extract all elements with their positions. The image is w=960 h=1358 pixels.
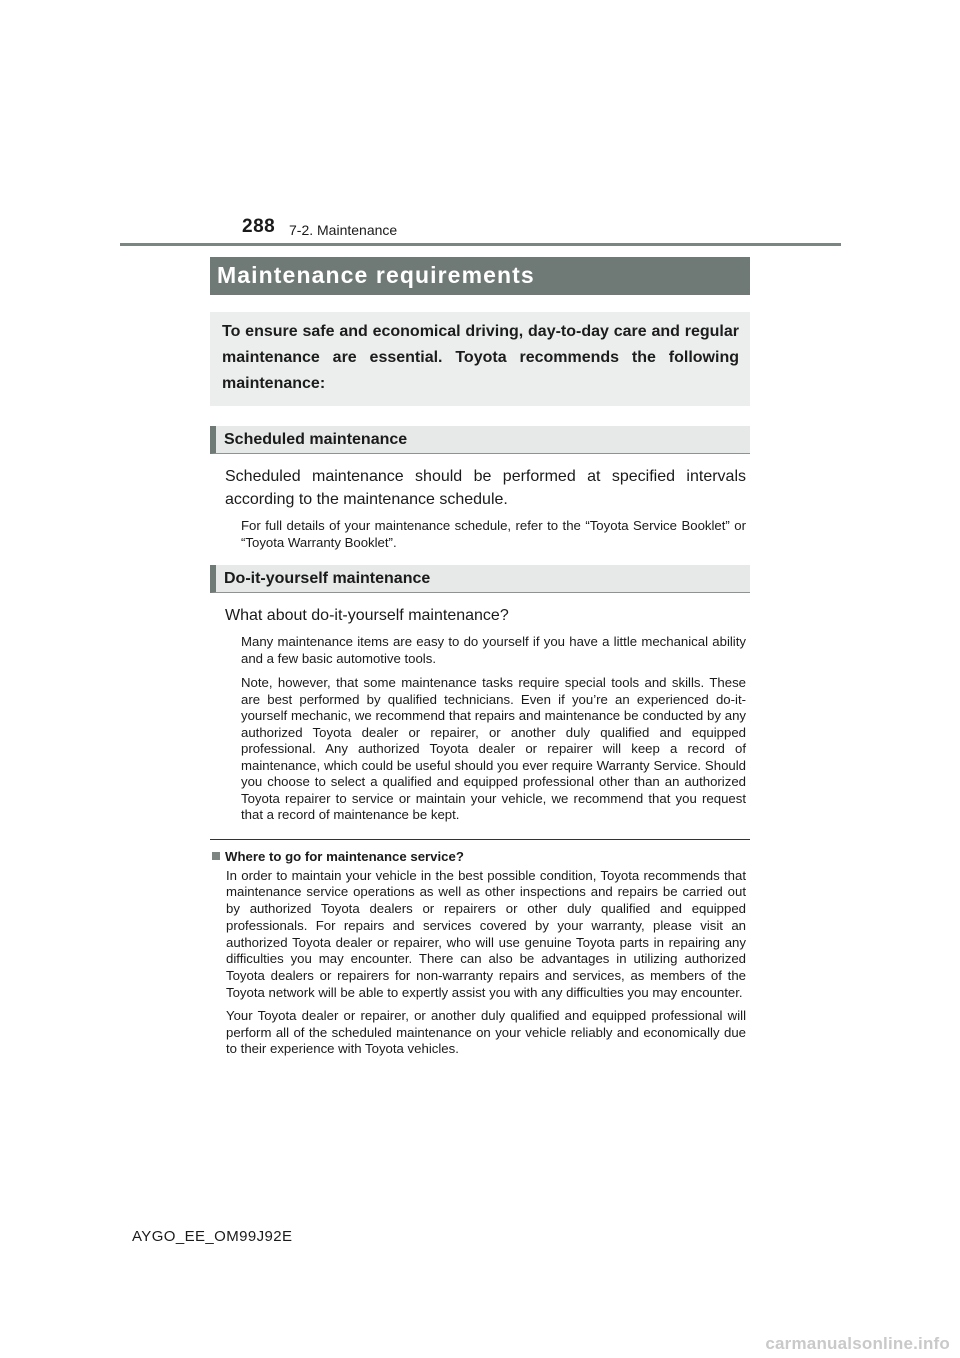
square-bullet-icon — [212, 852, 220, 860]
info-paragraph-1: In order to maintain your vehicle in the best possible condition, Toyota recommends that maintenance service operations as well as other inspections and repairs be carried out by authorized Toyota dealers or repairers or other duly qualified and equipped professionals. For repairs and services covered by your warranty, please visit an authorized Toyota dealer or repairer, who will use genuine Toyota parts in repairing any difficulties you may encounter. There can also be advantages in utilizing authorized Toyota dealers or repairers for non-warranty repairs and services, as members of the Toyota network will be able to expertly assist you with any difficulties you may encounter. — [226, 867, 746, 1001]
diy-maintenance-body: What about do-it-yourself maintenance? — [225, 607, 509, 624]
info-divider — [210, 839, 750, 840]
page-content — [210, 257, 750, 1058]
info-heading-text: Where to go for maintenance service? — [225, 848, 464, 864]
scheduled-maintenance-body: Scheduled maintenance should be performed at specified intervals according to the maintenance schedule. — [225, 468, 746, 508]
diy-maintenance-heading: Do-it-yourself maintenance — [210, 565, 750, 593]
document-code: AYGO_EE_OM99J92E — [132, 1228, 293, 1245]
intro-box: To ensure safe and economical driving, day-to-day care and regular maintenance are essential. Toyota recommends the following maintenance: — [210, 312, 750, 406]
scheduled-maintenance-note: For full details of your maintenance schedule, refer to the “Toyota Service Booklet” or “Toyota Warranty Booklet”. — [241, 518, 746, 550]
section-label: 7-2. Maintenance — [289, 222, 398, 238]
info-heading — [210, 848, 750, 865]
page-title: Maintenance requirements — [210, 257, 750, 295]
diy-note-1: Many maintenance items are easy to do yourself if you have a little mechanical ability and a few basic automotive tools. — [241, 634, 746, 666]
page-number: 288 — [242, 216, 276, 237]
header-rule — [120, 243, 841, 246]
info-paragraph-2: Your Toyota dealer or repairer, or another duly qualified and equipped professional will perform all of the scheduled maintenance on your vehicle reliably and economically due to their experience with Toyota vehicles. — [226, 1007, 746, 1057]
scheduled-maintenance-heading: Scheduled maintenance — [210, 426, 750, 454]
diy-note-2: Note, however, that some maintenance tasks require special tools and skills. These are best performed by qualified technicians. Even if you’re an experienced do-it-yourself mechanic, we recommend that repairs and maintenance be conducted by any authorized Toyota dealer or repairer, or another duly qualified and equipped professional. Any authorized Toyota dealer or repairer will keep a record of maintenance, which could be useful should you ever require Warranty Service. Should you choose to select a qualified and equipped professional other than an authorized Toyota repairer to service or maintain your vehicle, we recommend that you request that a record of maintenance be kept. — [241, 675, 746, 822]
page-header — [0, 0, 960, 250]
watermark: carmanualsonline.info — [765, 1334, 950, 1353]
